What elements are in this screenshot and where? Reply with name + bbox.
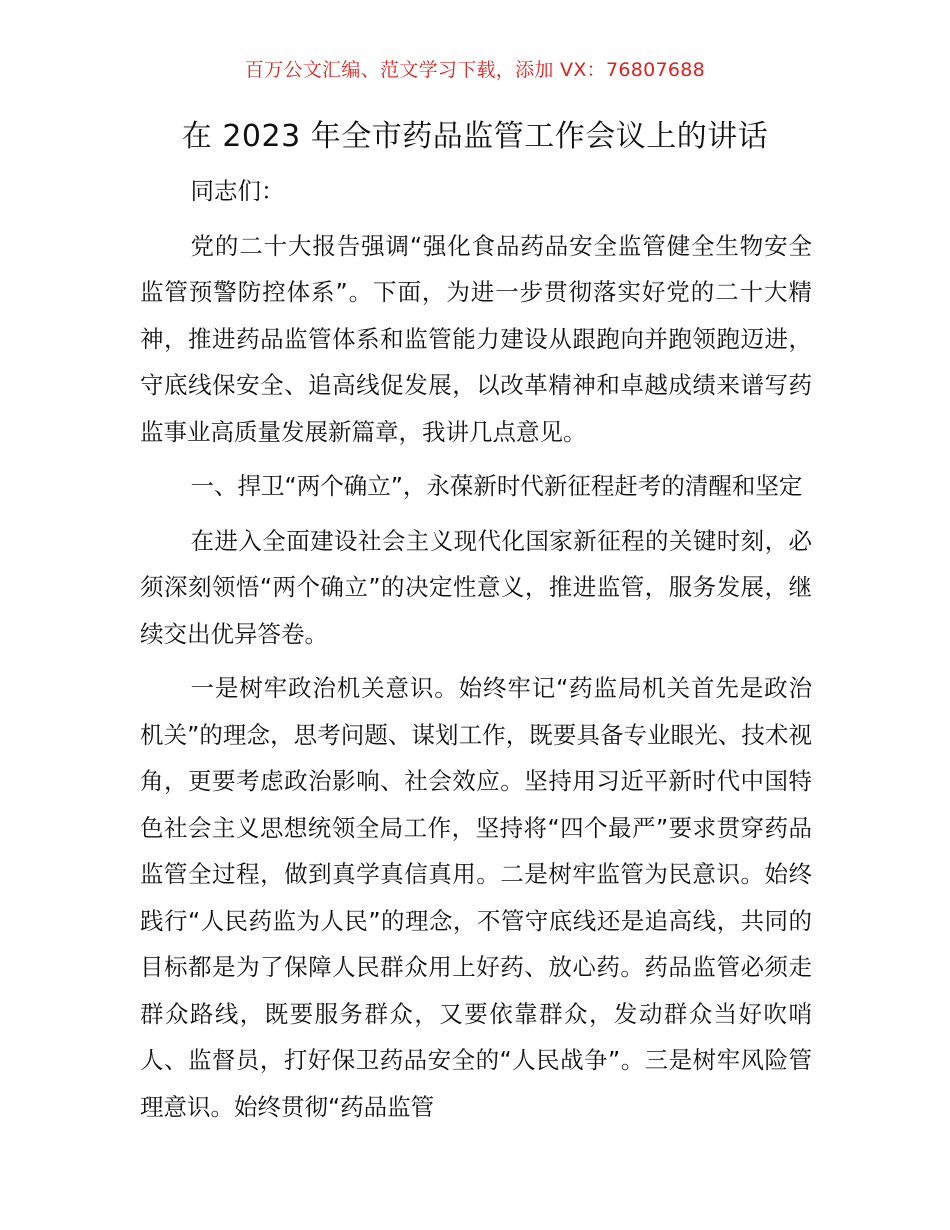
paragraph-section-1-points: 一是树牢政治机关意识。始终牢记“药监局机关首先是政治机关”的理念，思考问题、谋划工作，既要具备专业眼光、技术视角，更要考虑政治影响、社会效应。坚持用习近平新时代中国特色社会主义思想统领全局工作，坚持将“四个最严”要求贯穿药品监管全过程，做到真学真信真用。二是树牢监管为民意识。始终践行“人民药监为人民”的理念，不管守底线还是追高线，共同的目标都是为了保障人民群众用上好药、放心药。药品监管必须走群众路线，既要服务群众，又要依靠群众，发动群众当好吹哨人、监督员，打好保卫药品安全的“人民战争”。三是树牢风险管理意识。始终贯彻“药品监管 (140, 674, 812, 1121)
document-title: 在 2023 年全市药品监管工作会议上的讲话 (181, 119, 769, 154)
paragraph-intro: 党的二十大报告强调“强化食品药品安全监管健全生物安全监管预警防控体系”。下面，为进一步贯彻落实好党的二十大精神，推进药品监管体系和监管能力建设从跟跑向并跑领跑迈进，守底线保安全、追高线促发展，以改革精神和卓越成绩来谱写药监事业高质量发展新篇章，我讲几点意见。 (140, 231, 812, 446)
section-heading-1: 一、捍卫“两个确立”，永葆新时代新征程赶考的清醒和坚定 (190, 472, 803, 500)
header-banner: 百万公文汇编、范文学习下载，添加 VX：76807688 (244, 59, 706, 81)
salutation: 同志们： (190, 177, 285, 205)
paragraph-section-1-lead: 在进入全面建设社会主义现代化国家新征程的关键时刻，必须深刻领悟“两个确立”的决定性意义，推进监管，服务发展，继续交出优异答卷。 (140, 526, 812, 648)
document-body (140, 168, 812, 1138)
